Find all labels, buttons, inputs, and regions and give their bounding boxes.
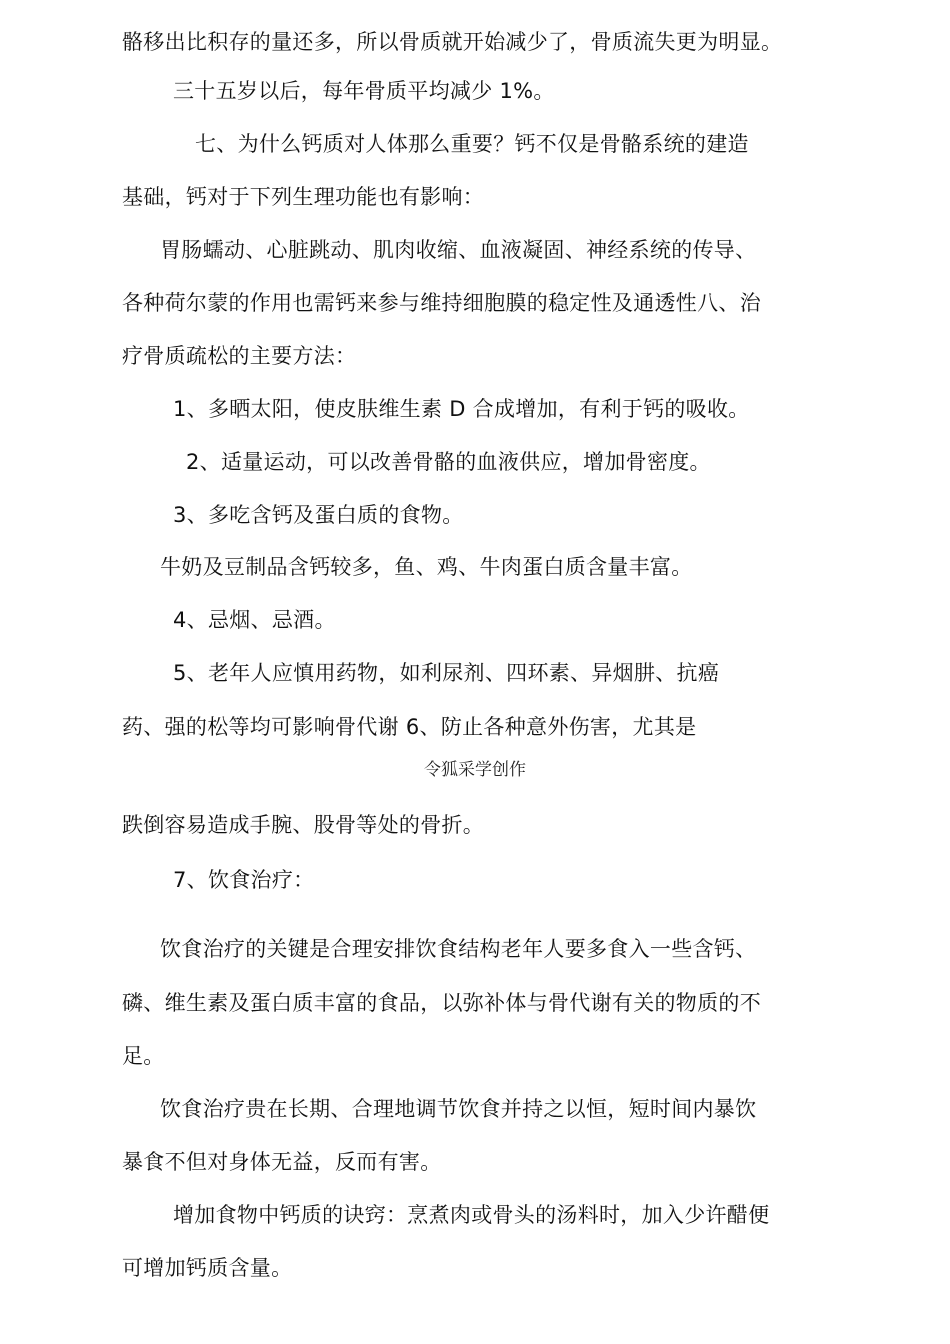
text-line-7: 疗骨质疏松的主要方法： xyxy=(122,344,357,368)
text-line-11: 牛奶及豆制品含钙较多，鱼、鸡、牛肉蛋白质含量丰富。 xyxy=(160,555,693,579)
text-line-16: 7、饮食治疗： xyxy=(173,868,315,892)
text-line-13: 5、老年人应慎用药物，如利尿剂、四环素、异烟肼、抗癌 xyxy=(173,661,720,685)
text-line-17: 饮食治疗的关键是合理安排饮食结构老年人要多食入一些含钙、 xyxy=(160,937,757,961)
text-line-12: 4、忌烟、忌酒。 xyxy=(173,608,336,632)
text-line-5: 胃肠蠕动、心脏跳动、肌肉收缩、血液凝固、神经系统的传导、 xyxy=(160,238,757,262)
text-line-22: 增加食物中钙质的诀窍：烹煮肉或骨头的汤料时，加入少许醋便 xyxy=(173,1203,770,1227)
text-line-3: 七、为什么钙质对人体那么重要？钙不仅是骨骼系统的建造 xyxy=(195,132,749,156)
text-line-18: 磷、维生素及蛋白质丰富的食品，以弥补体与骨代谢有关的物质的不 xyxy=(122,991,761,1015)
text-line-9: 2、适量运动，可以改善骨骼的血液供应，增加骨密度。 xyxy=(186,450,711,474)
text-line-2: 三十五岁以后，每年骨质平均减少 1%。 xyxy=(173,79,555,103)
text-line-8: 1、多晒太阳，使皮肤维生素 D 合成增加，有利于钙的吸收。 xyxy=(173,397,750,421)
text-line-21: 暴食不但对身体无益，反而有害。 xyxy=(122,1150,442,1174)
text-line-20: 饮食治疗贵在长期、合理地调节饮食并持之以恒，短时间内暴饮 xyxy=(160,1097,757,1121)
text-line-1: 骼移出比积存的量还多，所以骨质就开始减少了，骨质流失更为明显。 xyxy=(122,30,783,54)
text-line-14: 药、强的松等均可影响骨代谢 6、防止各种意外伤害，尤其是 xyxy=(122,715,697,739)
text-line-4: 基础，钙对于下列生理功能也有影响： xyxy=(122,185,485,209)
watermark-footer: 令狐采学创作 xyxy=(424,760,526,780)
text-line-23: 可增加钙质含量。 xyxy=(122,1256,293,1280)
text-line-10: 3、多吃含钙及蛋白质的食物。 xyxy=(173,503,464,527)
text-line-6: 各种荷尔蒙的作用也需钙来参与维持细胞膜的稳定性及通透性八、治 xyxy=(122,291,761,315)
text-line-15: 跌倒容易造成手腕、股骨等处的骨折。 xyxy=(122,813,485,837)
text-line-19: 足。 xyxy=(122,1044,165,1068)
